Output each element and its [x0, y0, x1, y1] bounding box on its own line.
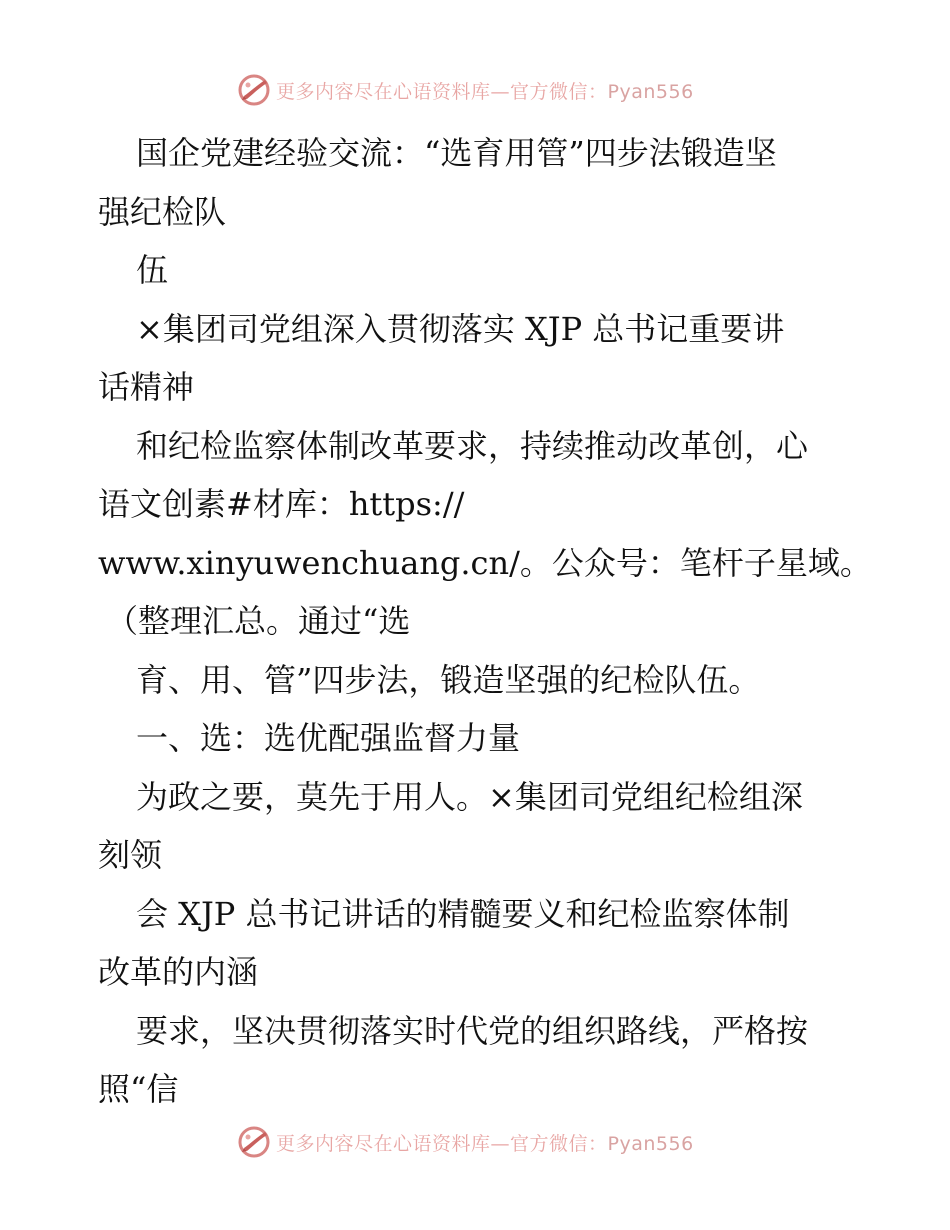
- text-line: 为政之要，莫先于用人。×集团司党组纪检组深: [136, 777, 803, 816]
- text-line: （整理汇总。通过“选: [106, 602, 411, 640]
- text-line: 伍: [136, 251, 169, 289]
- pen-seal-icon: [236, 1124, 272, 1160]
- watermark-header: [236, 70, 716, 110]
- text-line: 语文创素#材库：https://: [98, 485, 465, 523]
- text-line: 改革的内涵: [98, 953, 259, 991]
- text-line: 话精神: [98, 368, 195, 406]
- text-line: 刻领: [98, 836, 163, 874]
- section-heading: 一、选：选优配强监督力量: [136, 719, 521, 757]
- document-body: [98, 124, 872, 1119]
- watermark-text: 更多内容尽在心语资料库—官方微信：: [276, 80, 608, 103]
- watermark-text: 更多内容尽在心语资料库—官方微信：: [276, 1132, 608, 1155]
- watermark-wechat-id: Pyan556: [607, 80, 694, 103]
- pen-seal-icon: [236, 72, 272, 108]
- text-line: ×集团司党组深入贯彻落实 XJP 总书记重要讲: [136, 309, 785, 348]
- text-line: 要求，坚决贯彻落实时代党的组织路线，严格按: [136, 1011, 809, 1050]
- text-line: 强纪检队: [98, 192, 227, 231]
- watermark-wechat-id: Pyan556: [607, 1132, 694, 1155]
- text-line: www.xinyuwenchuang.cn/。公众号：笔杆子星域。: [98, 543, 872, 582]
- text-line: 国企党建经验交流：“选育用管”四步法锻造坚: [136, 134, 777, 172]
- watermark-footer: [236, 1122, 716, 1162]
- text-line: 和纪检监察体制改革要求，持续推动改革创，心: [136, 426, 809, 465]
- text-line: 育、用、管”四步法，锻造坚强的纪检队伍。: [136, 660, 761, 699]
- text-line: 会 XJP 总书记讲话的精髓要义和纪检监察体制: [136, 894, 790, 933]
- text-line: 照“信: [98, 1070, 179, 1108]
